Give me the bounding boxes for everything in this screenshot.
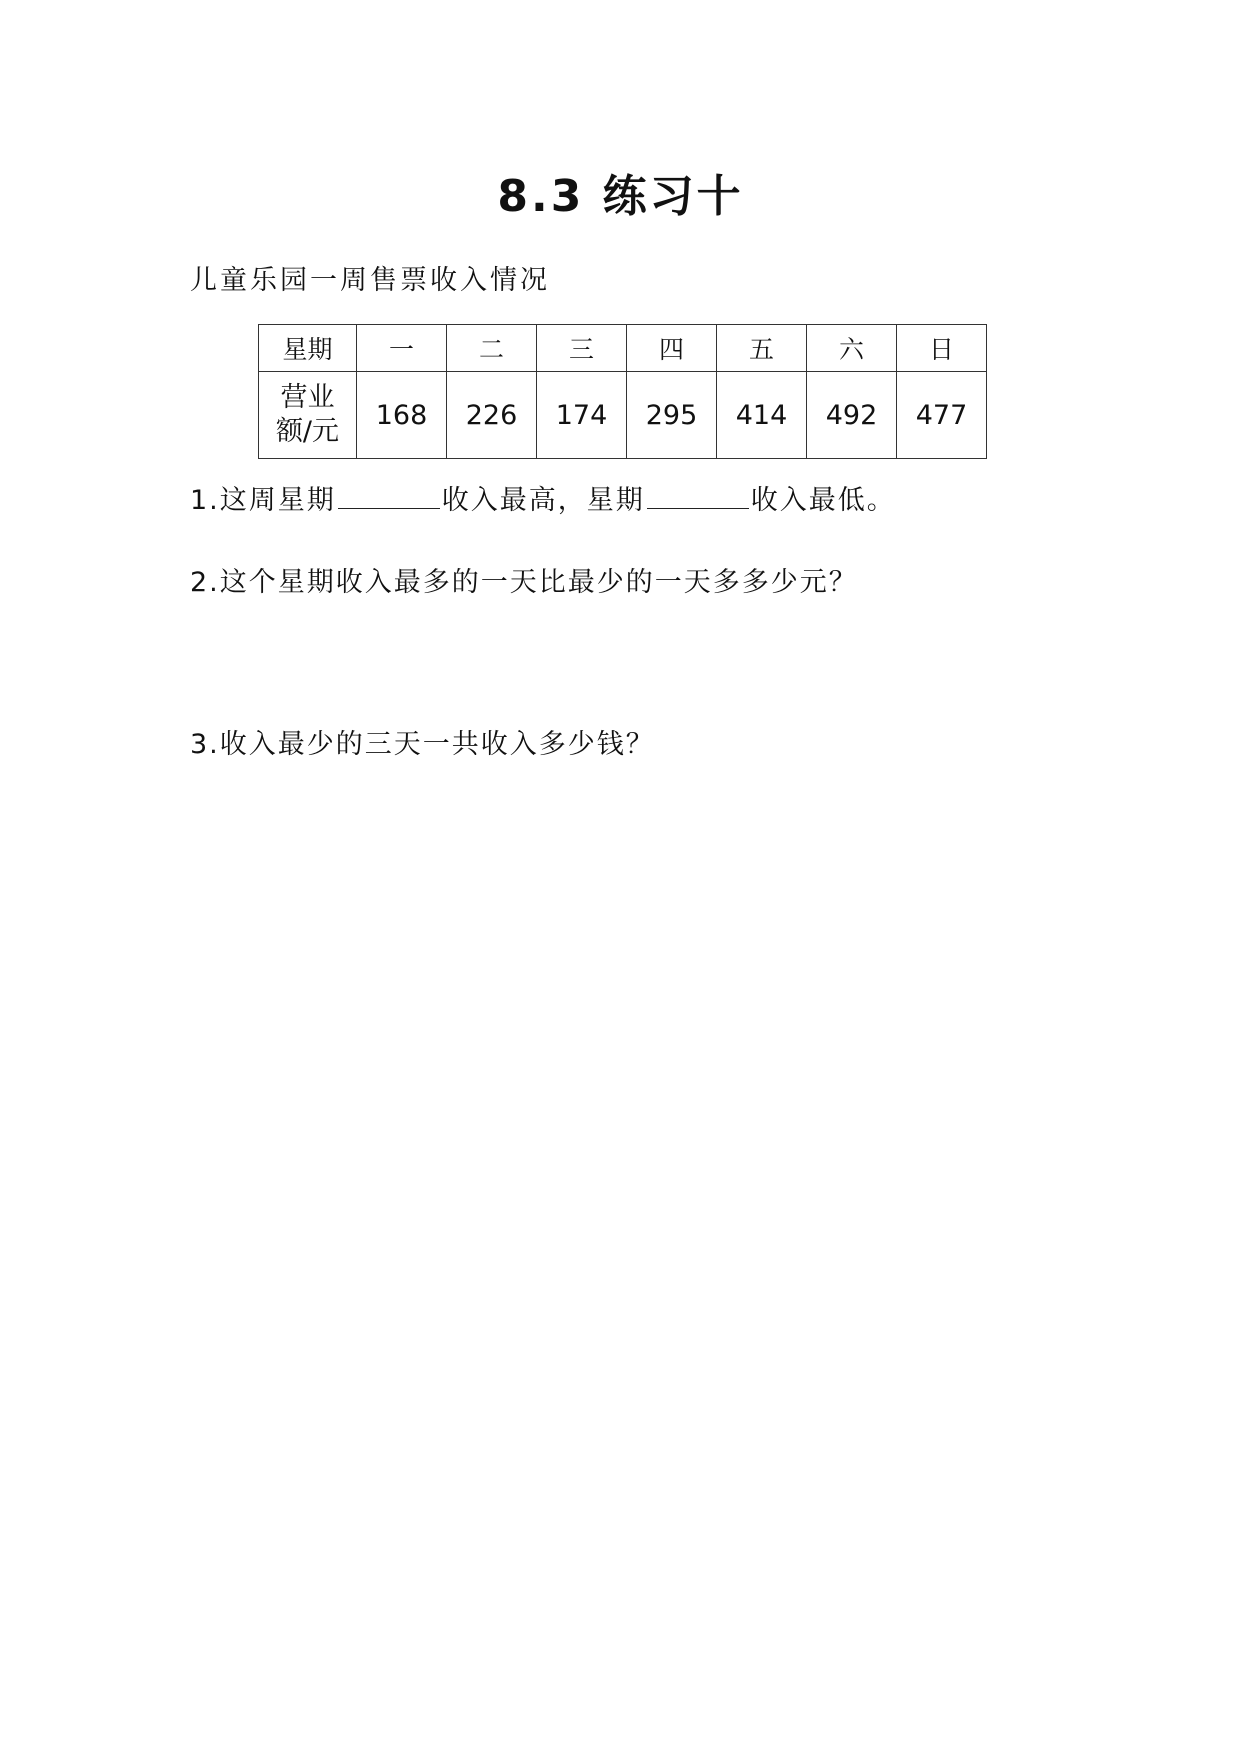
page-title: 8.3 练习十 xyxy=(497,171,744,222)
day-cell: 五 xyxy=(717,325,807,372)
day-cell: 三 xyxy=(537,325,627,372)
header-label-cell: 星期 xyxy=(259,325,357,372)
value-cell: 492 xyxy=(807,372,897,459)
value-cell: 168 xyxy=(357,372,447,459)
row-label-line1: 营业 xyxy=(280,382,335,413)
question-1-part2: 收入最高，星期 xyxy=(441,485,645,516)
income-table xyxy=(258,324,987,459)
day-cell: 六 xyxy=(807,325,897,372)
value-cell: 174 xyxy=(537,372,627,459)
row-label-line2: 额/元 xyxy=(275,416,340,447)
question-1-part3: 收入最低。 xyxy=(750,485,896,516)
value-cell: 226 xyxy=(447,372,537,459)
question-2: 2.这个星期收入最多的一天比最少的一天多多少元？ xyxy=(190,567,858,598)
answer-blank-lowest[interactable] xyxy=(647,486,749,509)
value-cell: 295 xyxy=(627,372,717,459)
row-label-cell xyxy=(259,372,357,459)
day-cell: 一 xyxy=(357,325,447,372)
day-cell: 四 xyxy=(627,325,717,372)
table-caption: 儿童乐园一周售票收入情况 xyxy=(190,265,550,296)
question-1 xyxy=(190,478,896,517)
table-header-row xyxy=(259,325,987,372)
question-1-part1: 1.这周星期 xyxy=(190,485,336,516)
question-3: 3.收入最少的三天一共收入多少钱？ xyxy=(190,729,655,760)
value-cell: 477 xyxy=(897,372,987,459)
day-cell: 二 xyxy=(447,325,537,372)
answer-blank-highest[interactable] xyxy=(338,486,440,509)
day-cell: 日 xyxy=(897,325,987,372)
value-cell: 414 xyxy=(717,372,807,459)
table-value-row xyxy=(259,372,987,459)
